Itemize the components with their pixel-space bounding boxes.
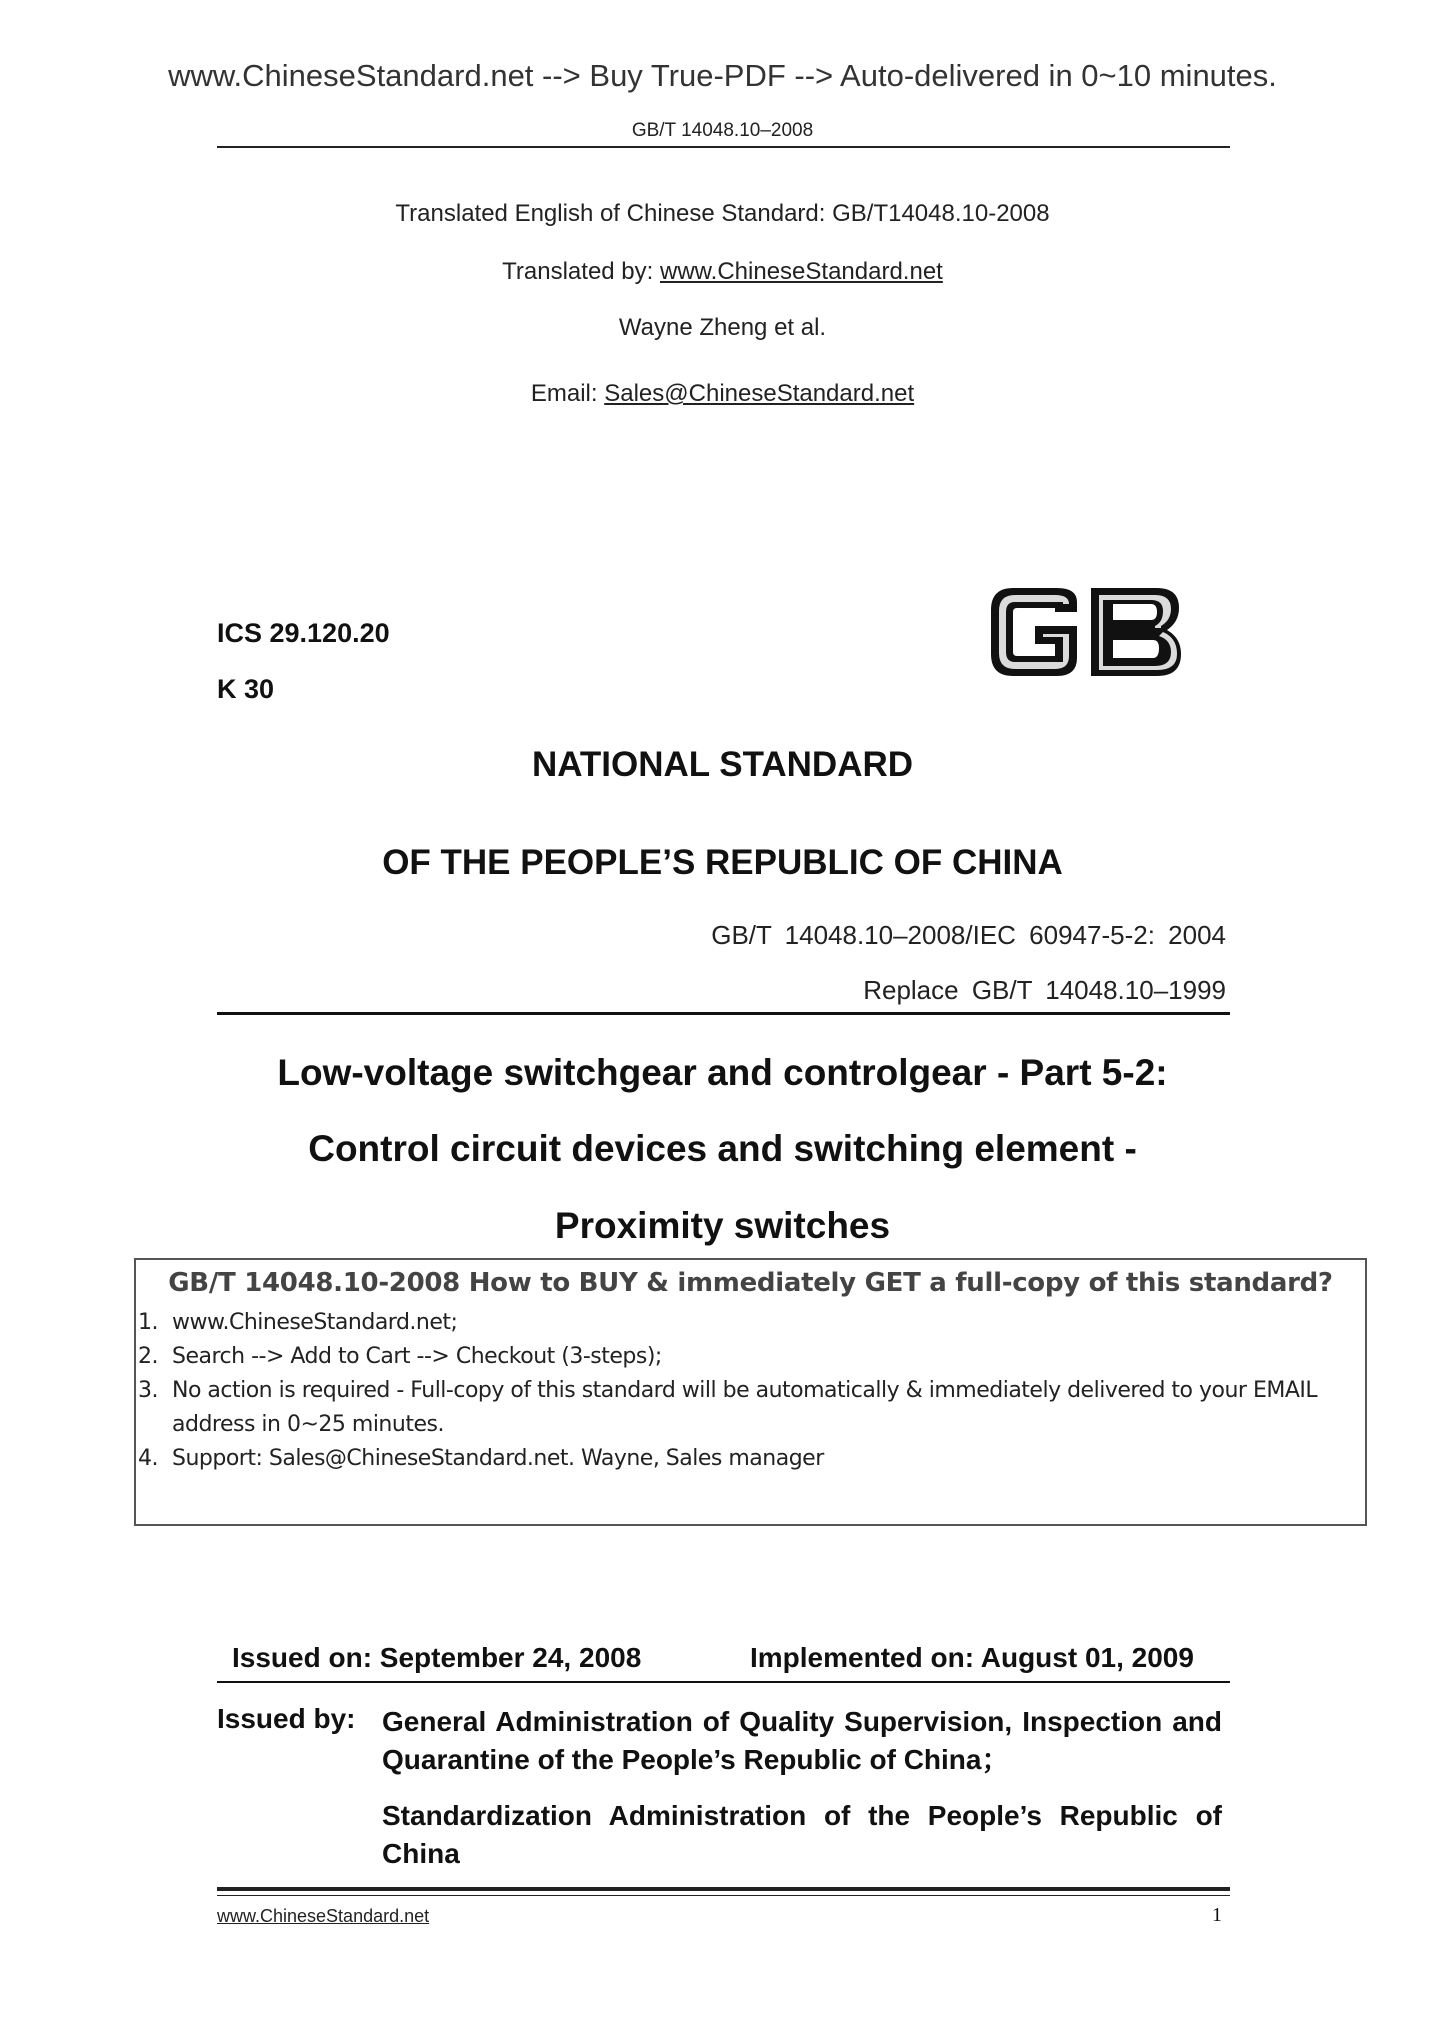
top-banner: www.ChineseStandard.net --> Buy True-PDF --> Auto-delivered in 0~10 minutes. xyxy=(168,58,1277,93)
footer-site-link[interactable]: www.ChineseStandard.net xyxy=(217,1906,430,1926)
translator-site-link[interactable]: www.ChineseStandard.net xyxy=(660,258,943,285)
email-label: Email: xyxy=(530,380,605,407)
header-standard-code: GB/T 14048.10–2008 xyxy=(631,120,814,141)
list-item-number: 3. xyxy=(138,1378,158,1403)
issuer-sac: Standardization Administration of the People’s Republic of China xyxy=(382,1800,1222,1869)
issued-by-label: Issued by: xyxy=(217,1703,356,1734)
email-link[interactable]: Sales@ChineseStandard.net xyxy=(604,380,915,407)
issued-on-date: Issued on: September 24, 2008 xyxy=(232,1642,642,1673)
k-classification: K 30 xyxy=(217,674,275,704)
implemented-on-date: Implemented on: August 01, 2009 xyxy=(750,1642,1194,1673)
document-title-line-1: Low-voltage switchgear and controlgear - Part 5-2: xyxy=(277,1052,1168,1093)
header-divider xyxy=(217,146,1230,148)
list-item xyxy=(136,1442,1365,1476)
buy-steps-list xyxy=(136,1306,1365,1476)
document-title-line-3: Proximity switches xyxy=(554,1205,891,1246)
list-item-number: 4. xyxy=(138,1446,158,1471)
translated-by-line xyxy=(0,258,1445,286)
replaced-standard: Replace GB/T 14048.10–1999 xyxy=(863,975,1226,1005)
translation-title: Translated English of Chinese Standard: GB/T14048.10-2008 xyxy=(395,200,1050,227)
title-divider xyxy=(217,1012,1230,1015)
translator-name: Wayne Zheng et al. xyxy=(618,314,827,341)
list-item-text: www.ChineseStandard.net; xyxy=(172,1310,458,1335)
list-item-text: No action is required - Full-copy of this standard will be automatically & immediately delivered to your EMAIL address in 0~25 minutes. xyxy=(172,1378,1318,1437)
national-standard-title: NATIONAL STANDARD xyxy=(531,745,914,784)
list-item-text: Search --> Add to Cart --> Checkout (3-steps); xyxy=(172,1344,662,1369)
gb-logo xyxy=(985,582,1185,682)
email-line xyxy=(0,380,1445,408)
list-item xyxy=(136,1306,1365,1340)
prc-title: OF THE PEOPLE’S REPUBLIC OF CHINA xyxy=(382,843,1063,882)
standard-number: GB/T 14048.10–2008/IEC 60947-5-2: 2004 xyxy=(711,920,1226,950)
list-item-text: Support: Sales@ChineseStandard.net. Wayne, Sales manager xyxy=(172,1446,824,1471)
list-item-number: 2. xyxy=(138,1344,158,1369)
buy-box-heading: GB/T 14048.10-2008 How to BUY & immediately GET a full-copy of this standard? xyxy=(168,1268,1333,1298)
list-item xyxy=(136,1340,1365,1374)
issuer-aqsiq: General Administration of Quality Supervision, Inspection and Quarantine of the People’s Republic of China； xyxy=(382,1706,1222,1775)
footer-divider-thin xyxy=(217,1895,1230,1896)
footer-divider-thick xyxy=(217,1887,1230,1891)
document-title-line-2: Control circuit devices and switching element - xyxy=(308,1128,1137,1169)
translated-by-label: Translated by: xyxy=(502,258,660,285)
list-item xyxy=(136,1374,1365,1442)
dates-divider xyxy=(217,1681,1230,1683)
page-number: 1 xyxy=(1212,1904,1222,1926)
ics-code: ICS 29.120.20 xyxy=(217,618,390,648)
list-item-number: 1. xyxy=(138,1310,158,1335)
buy-instructions-box xyxy=(134,1258,1367,1526)
